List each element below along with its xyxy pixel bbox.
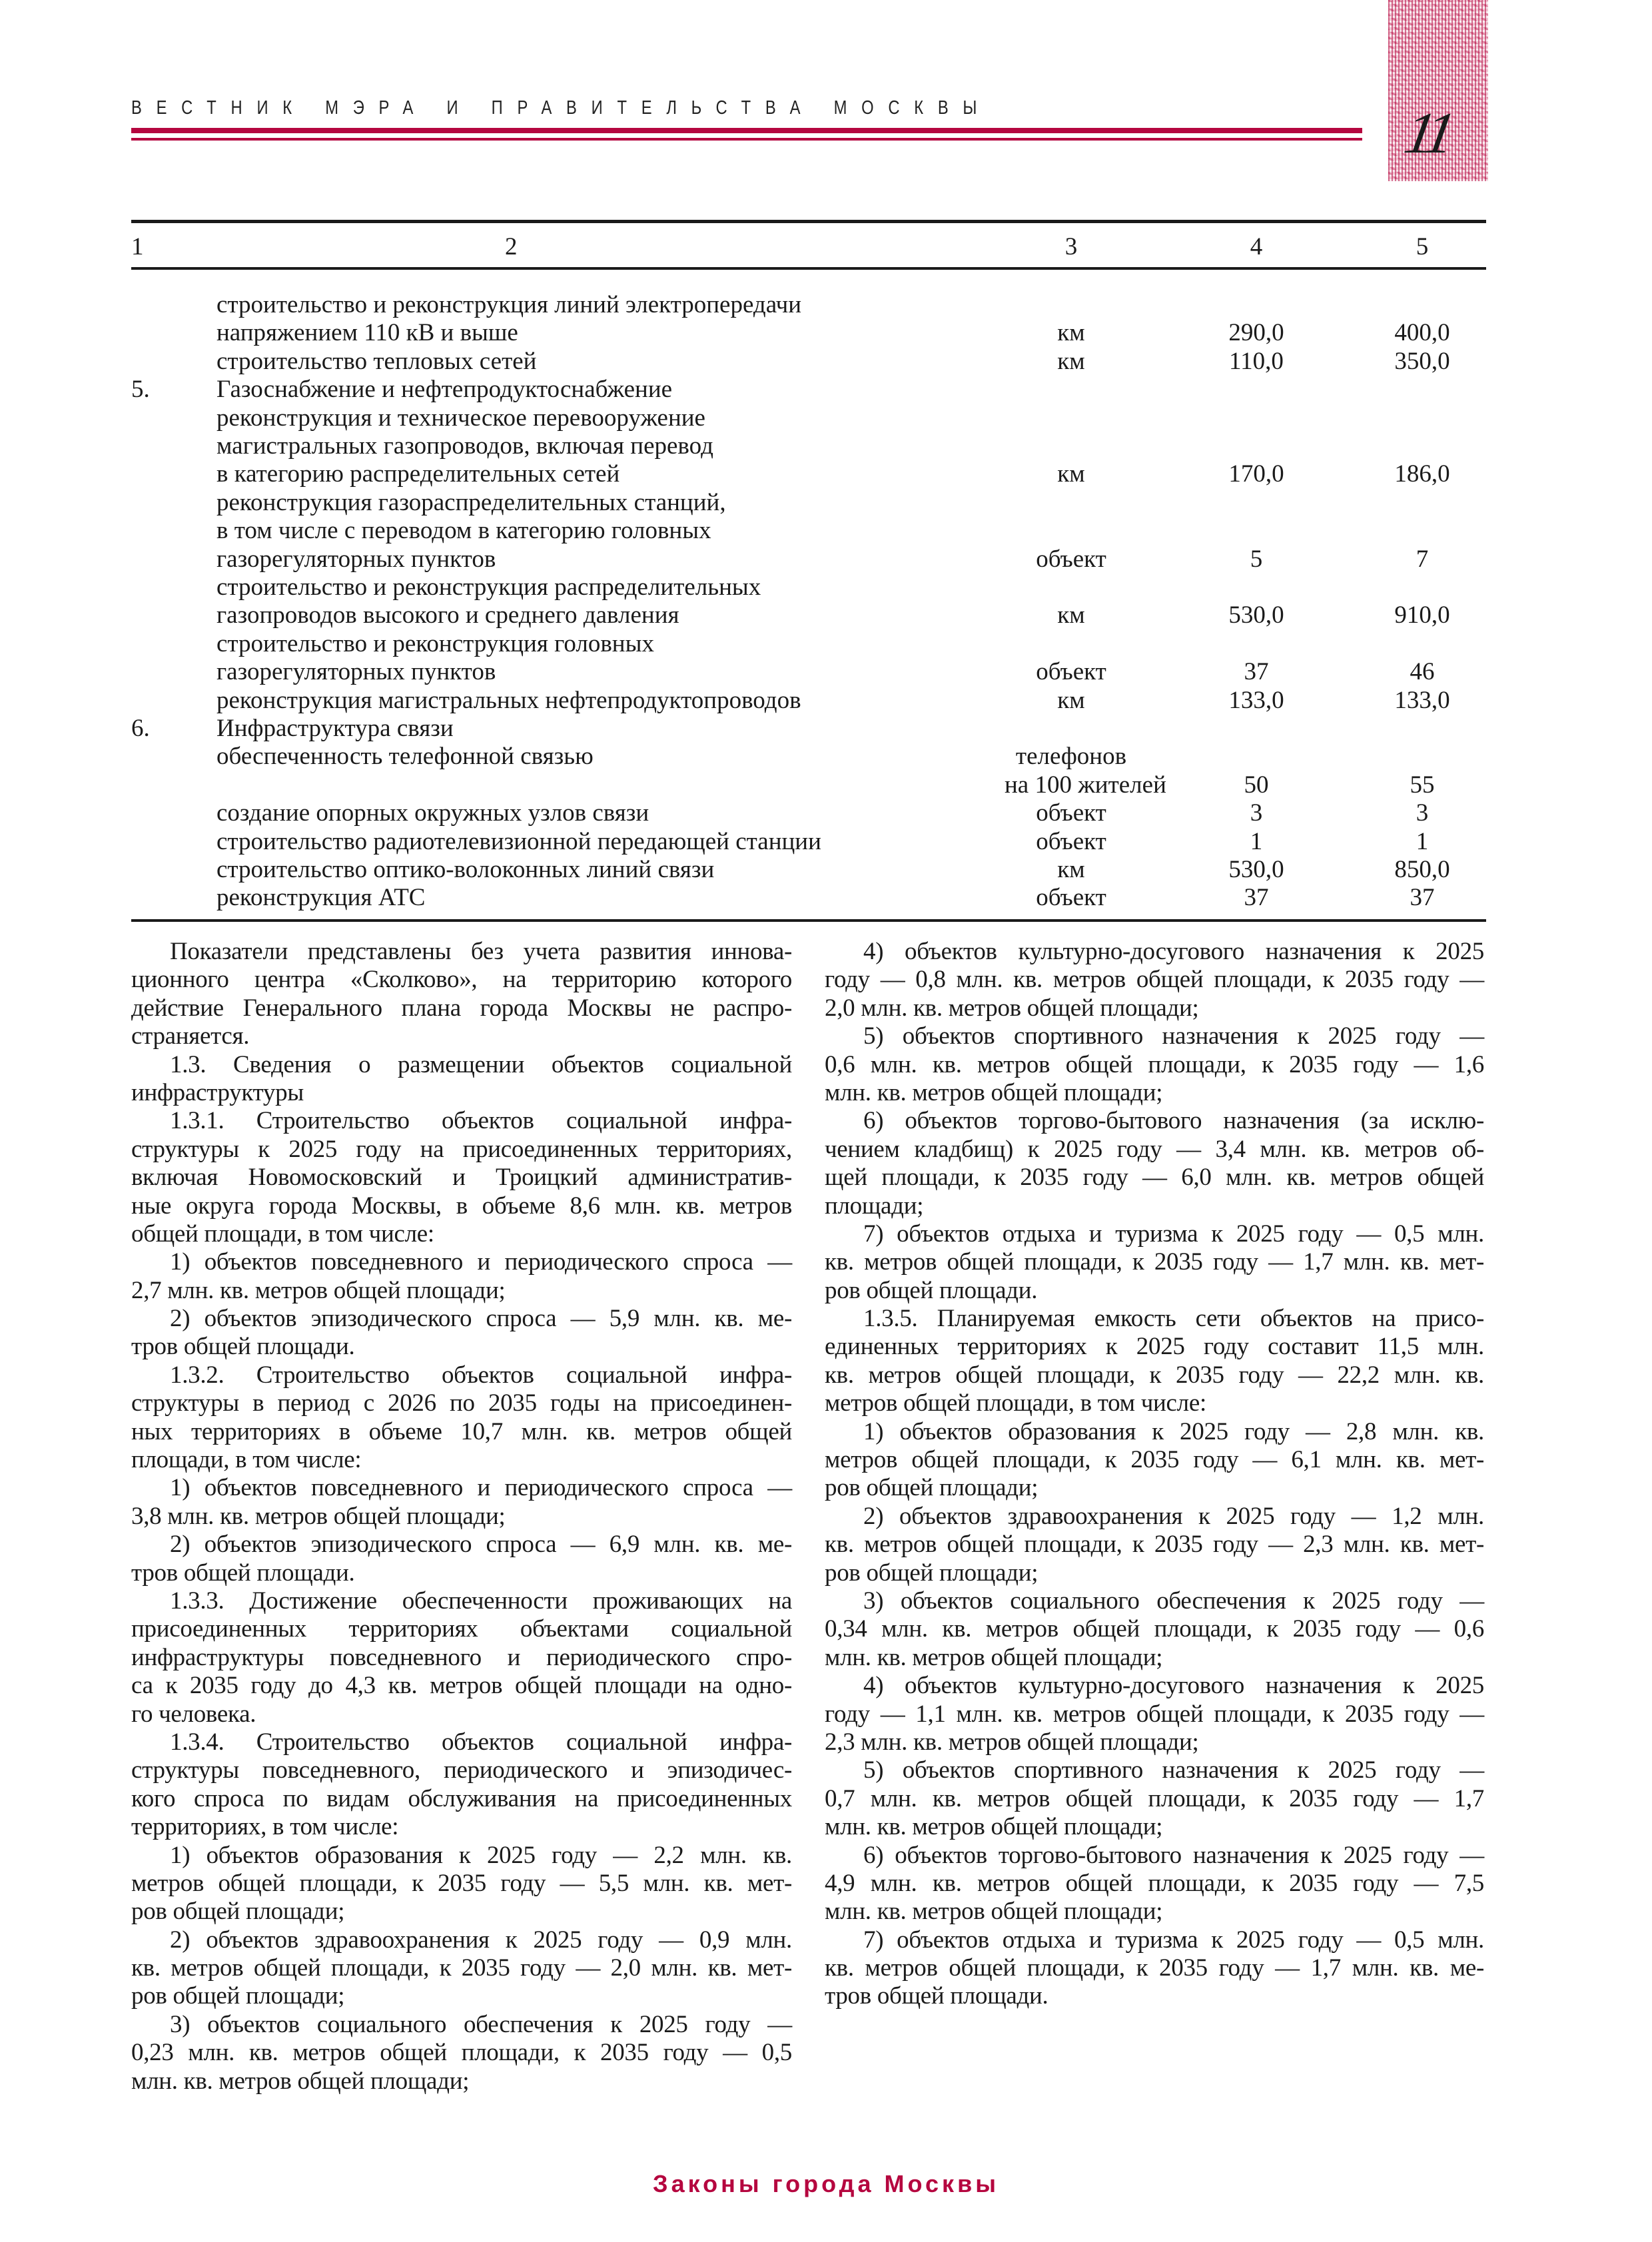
text-line: страняется. bbox=[131, 1022, 250, 1050]
row-description: реконструкция газораспределительных станций, bbox=[216, 488, 726, 516]
text-line: площади, в том числе: bbox=[131, 1446, 362, 1474]
paragraph bbox=[825, 1022, 1484, 1107]
paragraph bbox=[131, 1531, 792, 1587]
text-line: ционного центра «Сколково», на территорию которого bbox=[131, 966, 792, 994]
text-line: кв. метров общей площади, к 2035 году — 2,0 млн. кв. мет- bbox=[131, 1954, 792, 1982]
row-unit: на 100 жителей bbox=[1005, 771, 1166, 799]
text-line: ров общей площади; bbox=[825, 1474, 1038, 1502]
row-value-2025: 110,0 bbox=[1229, 347, 1284, 375]
paragraph bbox=[131, 2011, 792, 2095]
row-description: обеспеченность телефонной связью bbox=[216, 743, 594, 771]
row-value-2035: 1 bbox=[1416, 827, 1429, 855]
row-number: 6. bbox=[131, 715, 150, 742]
paragraph bbox=[825, 1587, 1484, 1672]
row-description: строительство и реконструкция распределительных bbox=[216, 573, 761, 601]
text-line: млн. кв. метров общей площади; bbox=[825, 1078, 1163, 1106]
text-line: тров общей площади. bbox=[131, 1559, 355, 1587]
page-number: 11 bbox=[1400, 101, 1455, 166]
text-line: са к 2035 году до 4,3 кв. метров общей площади на одно- bbox=[131, 1672, 792, 1700]
paragraph bbox=[825, 1305, 1484, 1418]
row-unit: объект bbox=[1036, 545, 1106, 573]
text-line: 0,7 млн. кв. метров общей площади, к 2035 году — 1,7 bbox=[825, 1784, 1484, 1812]
row-unit: км bbox=[1057, 601, 1085, 629]
row-unit: км bbox=[1057, 347, 1085, 375]
row-value-2035: 910,0 bbox=[1394, 601, 1450, 629]
text-line: 1.3.1. Строительство объектов социальной инфра- bbox=[170, 1107, 792, 1135]
row-value-2025: 5 bbox=[1250, 545, 1263, 573]
text-line: общей площади, в том числе: bbox=[131, 1220, 434, 1248]
row-description: магистральных газопроводов, включая перевод bbox=[216, 432, 713, 460]
paragraph bbox=[825, 1842, 1484, 1926]
row-value-2035: 3 bbox=[1416, 799, 1429, 827]
row-value-2025: 133,0 bbox=[1228, 686, 1284, 714]
text-line: кого спроса по видам обслуживания на присоединенных bbox=[131, 1784, 792, 1812]
row-description: Инфраструктура связи bbox=[216, 715, 454, 742]
paragraph bbox=[131, 1248, 792, 1305]
text-line: 6) объектов торгово-бытового назначения (за исклю- bbox=[863, 1107, 1484, 1135]
text-line: 1) объектов повседневного и периодического спроса — bbox=[170, 1474, 792, 1502]
row-description: напряжением 110 кВ и выше bbox=[216, 319, 518, 347]
row-value-2025: 37 bbox=[1244, 884, 1269, 912]
text-line: 2,0 млн. кв. метров общей площади; bbox=[825, 994, 1199, 1022]
paragraph bbox=[825, 1926, 1484, 2011]
text-line: инфраструктуры повседневного и периодического спро- bbox=[131, 1643, 792, 1671]
text-line: включая Новомосковский и Троицкий административ- bbox=[131, 1164, 792, 1192]
row-value-2035: 133,0 bbox=[1394, 686, 1450, 714]
row-description: реконструкция магистральных нефтепродуктопроводов bbox=[216, 686, 801, 714]
row-description: строительство и реконструкция линий электропередачи bbox=[216, 291, 802, 318]
paragraph bbox=[825, 1220, 1484, 1305]
row-value-2025: 37 bbox=[1244, 658, 1269, 686]
text-line: чением кладбищ) к 2025 году — 3,4 млн. кв. метров об- bbox=[825, 1135, 1484, 1163]
paragraph bbox=[825, 1418, 1484, 1503]
text-line: метров общей площади, к 2035 году — 6,1 млн. кв. мет- bbox=[825, 1446, 1484, 1474]
text-line: 3,8 млн. кв. метров общей площади; bbox=[131, 1502, 506, 1530]
journal-title: ВЕСТНИК МЭРА И ПРАВИТЕЛЬСТВА МОСКВЫ bbox=[131, 97, 992, 119]
text-line: структуры повседневного, периодического и эпизодичес- bbox=[131, 1756, 792, 1784]
row-description: строительство оптико-волоконных линий связи bbox=[216, 856, 715, 883]
paragraph bbox=[131, 1587, 792, 1728]
text-line: действие Генерального плана города Москвы не распро- bbox=[131, 994, 792, 1022]
text-line: метров общей площади, в том числе: bbox=[825, 1389, 1206, 1417]
row-description: газорегуляторных пунктов bbox=[216, 658, 496, 686]
text-line: 2) объектов здравоохранения к 2025 году — 0,9 млн. bbox=[170, 1926, 792, 1954]
row-description: реконструкция АТС bbox=[216, 884, 426, 912]
text-line: ров общей площади; bbox=[825, 1559, 1038, 1587]
row-value-2035: 7 bbox=[1416, 545, 1429, 573]
text-line: Показатели представлены без учета развития иннова- bbox=[170, 938, 792, 965]
text-line: единенных территориях к 2025 году составит 11,5 млн. bbox=[825, 1333, 1484, 1361]
row-value-2025: 1 bbox=[1250, 827, 1263, 855]
row-unit: объект bbox=[1036, 827, 1106, 855]
row-value-2035: 350,0 bbox=[1394, 347, 1450, 375]
row-unit: км bbox=[1057, 460, 1085, 488]
row-description: в том числе с переводом в категорию головных bbox=[216, 517, 711, 545]
row-description: строительство радиотелевизионной передающей станции bbox=[216, 827, 821, 855]
row-unit: объект bbox=[1036, 658, 1106, 686]
text-line: 1.3. Сведения о размещении объектов социальной bbox=[170, 1050, 792, 1078]
text-line: 4) объектов культурно-досугового назначения к 2025 bbox=[863, 1672, 1484, 1700]
row-value-2025: 530,0 bbox=[1228, 601, 1284, 629]
row-value-2025: 50 bbox=[1244, 771, 1269, 799]
text-column-right bbox=[825, 938, 1484, 2011]
text-line: ров общей площади; bbox=[131, 1982, 345, 2010]
row-value-2035: 850,0 bbox=[1394, 856, 1450, 883]
row-value-2025: 530,0 bbox=[1228, 856, 1284, 883]
paragraph bbox=[825, 1107, 1484, 1220]
row-value-2035: 55 bbox=[1410, 771, 1435, 799]
text-line: 2) объектов эпизодического спроса — 6,9 млн. кв. ме- bbox=[170, 1531, 792, 1559]
row-value-2035: 46 bbox=[1410, 658, 1435, 686]
text-line: кв. метров общей площади, к 2035 году — 2,3 млн. кв. мет- bbox=[825, 1531, 1484, 1559]
text-line: тров общей площади. bbox=[131, 1333, 355, 1361]
text-line: 1.3.2. Строительство объектов социальной инфра- bbox=[170, 1361, 792, 1389]
text-line: территориях, в том числе: bbox=[131, 1813, 399, 1841]
text-line: 5) объектов спортивного назначения к 2025 году — bbox=[863, 1756, 1484, 1784]
paragraph bbox=[131, 1926, 792, 2011]
table-bottom-rule bbox=[131, 919, 1486, 922]
paragraph bbox=[825, 1503, 1484, 1587]
row-number: 5. bbox=[131, 376, 150, 404]
text-line: 6) объектов торгово-бытового назначения к 2025 году — bbox=[863, 1841, 1484, 1869]
text-line: кв. метров общей площади, к 2035 году — 22,2 млн. кв. bbox=[825, 1361, 1484, 1389]
text-line: кв. метров общей площади, к 2035 году — 1,7 млн. кв. мет- bbox=[825, 1248, 1484, 1276]
row-description: газорегуляторных пунктов bbox=[216, 545, 496, 573]
paragraph bbox=[131, 1474, 792, 1531]
text-line: 2) объектов эпизодического спроса — 5,9 млн. кв. ме- bbox=[170, 1305, 792, 1333]
text-line: 3) объектов социального обеспечения к 2025 году — bbox=[170, 2010, 792, 2038]
row-description: в категорию распределительных сетей bbox=[216, 460, 620, 488]
text-line: 4) объектов культурно-досугового назначения к 2025 bbox=[863, 938, 1484, 965]
text-line: млн. кв. метров общей площади; bbox=[825, 1813, 1163, 1841]
text-line: 1.3.5. Планируемая емкость сети объектов на присо- bbox=[863, 1305, 1484, 1333]
text-line: млн. кв. метров общей площади; bbox=[825, 1898, 1163, 1926]
table-header-rule bbox=[131, 267, 1486, 270]
paragraph bbox=[825, 1672, 1484, 1756]
text-line: метров общей площади, к 2035 году — 5,5 млн. кв. мет- bbox=[131, 1869, 792, 1897]
table-header-5: 5 bbox=[1416, 233, 1429, 260]
row-value-2025: 3 bbox=[1250, 799, 1263, 827]
row-unit: км bbox=[1057, 686, 1085, 714]
table-top-rule bbox=[131, 220, 1486, 223]
row-unit: км bbox=[1057, 856, 1085, 883]
text-line: присоединенных территориях объектами социальной bbox=[131, 1615, 792, 1643]
text-line: 0,6 млн. кв. метров общей площади, к 2035 году — 1,6 bbox=[825, 1050, 1484, 1078]
row-description: Газоснабжение и нефтепродуктоснабжение bbox=[216, 376, 673, 404]
text-line: 1) объектов образования к 2025 году — 2,2 млн. кв. bbox=[170, 1841, 792, 1869]
row-unit: объект bbox=[1036, 884, 1106, 912]
text-line: млн. кв. метров общей площади; bbox=[131, 2067, 470, 2095]
text-line: году — 1,1 млн. кв. метров общей площади, к 2035 году — bbox=[825, 1700, 1484, 1728]
text-line: го человека. bbox=[131, 1700, 256, 1728]
text-line: площади; bbox=[825, 1192, 924, 1220]
row-value-2035: 400,0 bbox=[1394, 319, 1450, 347]
row-value-2035: 37 bbox=[1410, 884, 1435, 912]
text-line: 7) объектов отдыха и туризма к 2025 году — 0,5 млн. bbox=[863, 1220, 1484, 1248]
text-line: ров общей площади; bbox=[131, 1898, 345, 1926]
row-description: газопроводов высокого и среднего давления bbox=[216, 601, 679, 629]
paragraph bbox=[131, 1728, 792, 1842]
paragraph bbox=[131, 1051, 792, 1108]
text-line: 4,9 млн. кв. метров общей площади, к 2035 году — 7,5 bbox=[825, 1869, 1484, 1897]
paragraph bbox=[131, 938, 792, 1051]
paragraph bbox=[131, 1305, 792, 1361]
row-unit: км bbox=[1057, 319, 1085, 347]
text-line: 1) объектов повседневного и периодического спроса — bbox=[170, 1248, 792, 1276]
text-line: млн. кв. метров общей площади; bbox=[825, 1643, 1163, 1671]
text-line: ные округа города Москвы, в объеме 8,6 млн. кв. метров bbox=[131, 1192, 792, 1220]
paragraph bbox=[131, 1107, 792, 1248]
text-line: году — 0,8 млн. кв. метров общей площади, к 2035 году — bbox=[825, 966, 1484, 994]
row-value-2035: 186,0 bbox=[1394, 460, 1450, 488]
row-value-2025: 170,0 bbox=[1228, 460, 1284, 488]
text-line: 2) объектов здравоохранения к 2025 году — 1,2 млн. bbox=[863, 1502, 1484, 1530]
text-line: щей площади, к 2035 году — 6,0 млн. кв. метров общей bbox=[825, 1164, 1484, 1192]
text-line: 3) объектов социального обеспечения к 2025 году — bbox=[863, 1587, 1484, 1615]
row-unit: объект bbox=[1036, 799, 1106, 827]
table-header-4: 4 bbox=[1250, 233, 1263, 260]
paragraph bbox=[825, 938, 1484, 1022]
text-line: 1) объектов образования к 2025 году — 2,8 млн. кв. bbox=[863, 1417, 1484, 1445]
text-line: ных территориях в объеме 10,7 млн. кв. метров общей bbox=[131, 1417, 792, 1445]
row-description: строительство и реконструкция головных bbox=[216, 629, 654, 657]
row-value-2025: 290,0 bbox=[1228, 319, 1284, 347]
paragraph bbox=[131, 1361, 792, 1475]
text-line: 1.3.4. Строительство объектов социальной инфра- bbox=[170, 1728, 792, 1756]
text-line: 2,7 млн. кв. метров общей площади; bbox=[131, 1276, 506, 1304]
table-header-1: 1 bbox=[131, 233, 144, 260]
text-line: инфраструктуры bbox=[131, 1078, 304, 1106]
text-line: кв. метров общей площади, к 2035 году — 1,7 млн. кв. ме- bbox=[825, 1954, 1484, 1982]
text-line: структуры в период с 2026 по 2035 годы на присоединен- bbox=[131, 1389, 792, 1417]
paragraph bbox=[131, 1842, 792, 1926]
text-line: 5) объектов спортивного назначения к 2025 году — bbox=[863, 1022, 1484, 1050]
text-column-left bbox=[131, 938, 792, 2095]
table-header-2: 2 bbox=[505, 233, 518, 260]
text-line: ров общей площади. bbox=[825, 1276, 1038, 1304]
table-header-3: 3 bbox=[1064, 233, 1078, 260]
text-line: 7) объектов отдыха и туризма к 2025 году — 0,5 млн. bbox=[863, 1926, 1484, 1954]
footer-section-title: Законы города Москвы bbox=[653, 2170, 999, 2197]
text-line: тров общей площади. bbox=[825, 1982, 1048, 2010]
row-description: создание опорных окружных узлов связи bbox=[216, 799, 649, 827]
paragraph bbox=[825, 1756, 1484, 1841]
text-line: 1.3.3. Достижение обеспеченности проживающих на bbox=[170, 1587, 792, 1615]
header-rule-thin bbox=[131, 138, 1362, 141]
row-unit: телефонов bbox=[1015, 743, 1127, 771]
text-line: структуры к 2025 году на присоединенных территориях, bbox=[131, 1135, 792, 1163]
text-line: 2,3 млн. кв. метров общей площади; bbox=[825, 1728, 1199, 1756]
header-rule-thick bbox=[131, 128, 1362, 133]
row-description: строительство тепловых сетей bbox=[216, 347, 537, 375]
text-line: 0,34 млн. кв. метров общей площади, к 2035 году — 0,6 bbox=[825, 1615, 1484, 1643]
text-line: 0,23 млн. кв. метров общей площади, к 2035 году — 0,5 bbox=[131, 2039, 792, 2067]
row-description: реконструкция и техническое перевооружение bbox=[216, 404, 705, 432]
